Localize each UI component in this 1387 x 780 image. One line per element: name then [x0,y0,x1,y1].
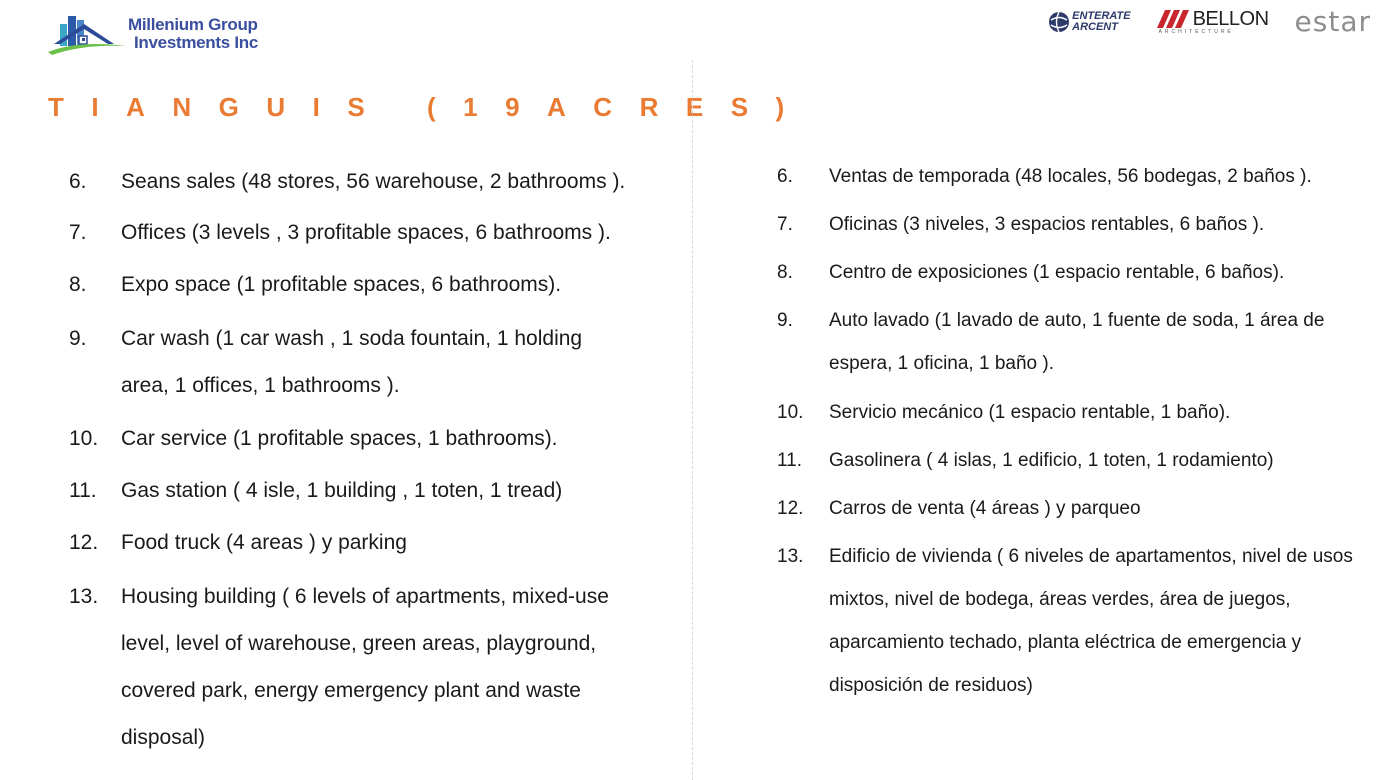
item-text: Centro de exposiciones (1 espacio rentable, 6 baños). [829,262,1285,283]
item-text: Food truck (4 areas ) y parking [121,531,407,554]
list-item [69,261,689,315]
list-item [777,155,1377,203]
item-number: 12. [777,498,804,519]
list-item [69,315,689,415]
item-number: 9. [777,310,793,331]
bellon-text: BELLON [1192,8,1269,30]
list-item [69,158,689,209]
item-number: 7. [777,214,793,235]
item-text: Gasolinera ( 4 islas, 1 edificio, 1 toten, 1 rodamiento) [829,450,1274,471]
item-number: 9. [69,327,87,350]
bellon-logo [1157,9,1269,35]
arcent-text: ARCENT [1072,21,1118,33]
english-list [69,158,689,761]
list-item [69,467,689,519]
company-logo [48,10,268,58]
list-item [69,209,689,261]
enterate-text: ENTERATE [1072,10,1131,22]
logo-wordmark [128,16,258,52]
item-number: 6. [69,170,87,193]
list-item [69,415,689,467]
item-text: Carros de venta (4 áreas ) y parqueo [829,498,1141,519]
item-number: 10. [777,402,804,423]
item-text: Offices (3 levels , 3 profitable spaces, 6 bathrooms ). [121,221,611,244]
bellon-subtext: ARCHITECTURE [1158,29,1234,35]
item-number: 11. [69,479,97,502]
item-text: Gas station ( 4 isle, 1 building , 1 toten, 1 tread) [121,479,563,502]
list-item [777,391,1377,439]
item-number: 13. [69,585,99,608]
item-text: Edificio de vivienda ( 6 niveles de apartamentos, nivel de usos mixtos, nivel de bodega, áreas verdes, área de juegos, aparcamiento techado, planta eléctrica de emergencia y disposición de residuos) [829,546,1353,696]
logo-line1: Millenium Group [128,15,258,34]
item-number: 12. [69,531,99,554]
item-text: Car wash (1 car wash , 1 soda fountain, 1 holding area, 1 offices, 1 bathrooms ). [121,327,583,397]
list-item [69,573,689,761]
house-buildings-icon [48,10,128,56]
list-item [777,487,1377,535]
list-item [777,439,1377,487]
column-divider [692,60,693,780]
item-text: Seans sales (48 stores, 56 warehouse, 2 bathrooms ). [121,170,626,193]
item-text: Oficinas (3 niveles, 3 espacios rentables, 6 baños ). [829,214,1265,235]
bellon-mark-icon [1157,10,1191,28]
item-text: Servicio mecánico (1 espacio rentable, 1 baño). [829,402,1231,423]
partner-logos [1048,6,1371,38]
page-title: TIANGUIS (19ACRES) [48,92,812,122]
logo-line2: Investments Inc [134,33,258,52]
list-item [69,519,689,573]
item-number: 13. [777,546,804,567]
spanish-list [777,155,1377,707]
enterate-arcent-logo [1048,11,1130,33]
estar-logo: estar [1294,5,1371,38]
item-number: 8. [69,273,87,296]
item-number: 11. [777,450,803,471]
item-text: Expo space (1 profitable spaces, 6 bathrooms). [121,273,562,296]
globe-icon [1048,11,1070,33]
item-text: Car service (1 profitable spaces, 1 bathrooms). [121,427,558,450]
list-item [777,299,1377,391]
item-number: 8. [777,262,793,283]
item-text: Ventas de temporada (48 locales, 56 bodegas, 2 baños ). [829,166,1312,187]
item-number: 10. [69,427,99,450]
item-text: Housing building ( 6 levels of apartments, mixed-use level, level of warehouse, green areas, playground, covered park, energy emergency plant and waste disposal) [121,585,609,749]
item-number: 7. [69,221,87,244]
item-number: 6. [777,166,793,187]
list-item [777,203,1377,251]
list-item [777,251,1377,299]
list-item [777,535,1377,707]
item-text: Auto lavado (1 lavado de auto, 1 fuente de soda, 1 área de espera, 1 oficina, 1 baño ). [829,310,1325,374]
